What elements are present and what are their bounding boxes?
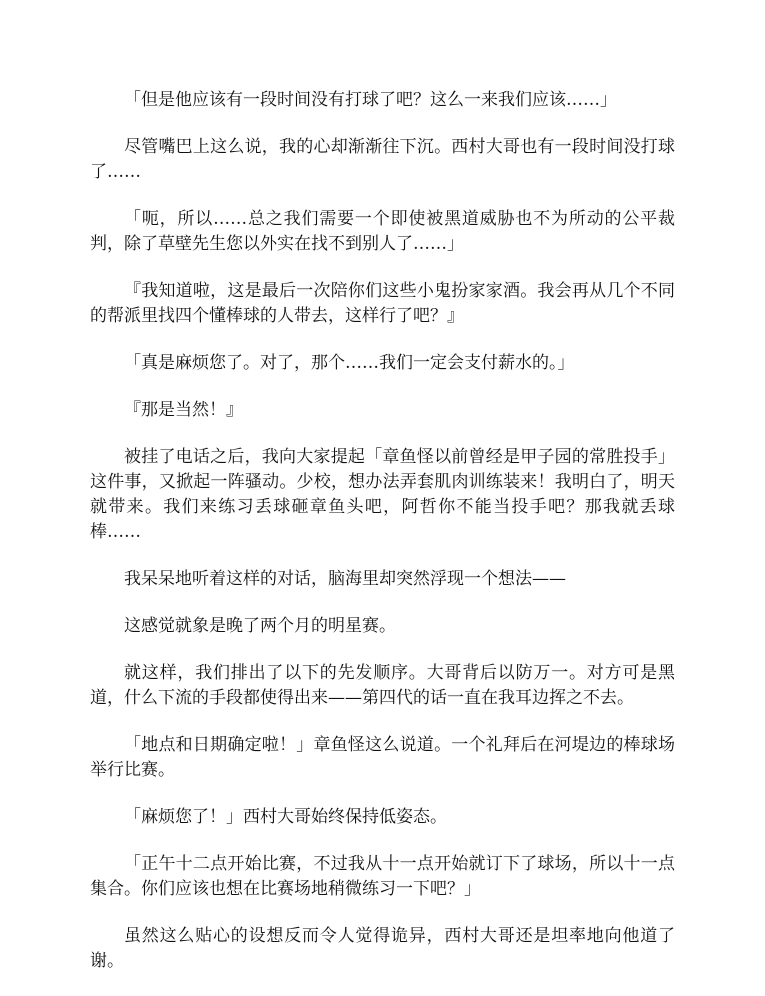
paragraph: 『我知道啦，这是最后一次陪你们这些小鬼扮家家酒。我会再从几个不同的帮派里找四个懂棒球的人带去，这样行了吧？』 [90, 281, 675, 326]
paragraph: 尽管嘴巴上这么说，我的心却渐渐往下沉。西村大哥也有一段时间没打球了…… [90, 137, 675, 182]
paragraph: 「正午十二点开始比赛，不过我从十一点开始就订下了球场，所以十一点集合。你们应该也想在比赛场地稍微练习一下吧？」 [90, 854, 675, 899]
paragraph: 『那是当然！』 [124, 400, 243, 420]
paragraph: 我呆呆地听着这样的对话，脑海里却突然浮现一个想法—— [124, 569, 566, 589]
paragraph: 「地点和日期确定啦！」章鱼怪这么说道。一个礼拜后在河堤边的棒球场举行比赛。 [90, 735, 675, 780]
paragraph: 这感觉就象是晚了两个月的明星赛。 [124, 616, 396, 636]
paragraph: 「真是麻烦您了。对了，那个……我们一定会支付薪水的。」 [124, 353, 575, 373]
paragraph: 「呃，所以……总之我们需要一个即使被黑道威胁也不为所动的公平裁判，除了草壁先生您以外实在找不到别人了……」 [90, 209, 675, 254]
paragraph: 就这样，我们排出了以下的先发顺序。大哥背后以防万一。对方可是黑道，什么下流的手段都使得出来——第四代的话一直在我耳边挥之不去。 [90, 663, 675, 708]
paragraph: 被挂了电话之后，我向大家提起「章鱼怪以前曾经是甲子园的常胜投手」这件事，又掀起一阵骚动。少校，想办法弄套肌肉训练装来！我明白了，明天就带来。我们来练习丢球砸章鱼头吧，阿哲你不能当投手吧？那我就丢球棒…… [90, 447, 675, 542]
document-page [90, 88, 675, 996]
paragraph: 虽然这么贴心的设想反而令人觉得诡异，西村大哥还是坦率地向他道了谢。 [90, 926, 675, 971]
paragraph: 「麻烦您了！」西村大哥始终保持低姿态。 [124, 807, 447, 827]
paragraph: 「但是他应该有一段时间没有打球了吧？这么一来我们应该……」 [124, 90, 617, 110]
